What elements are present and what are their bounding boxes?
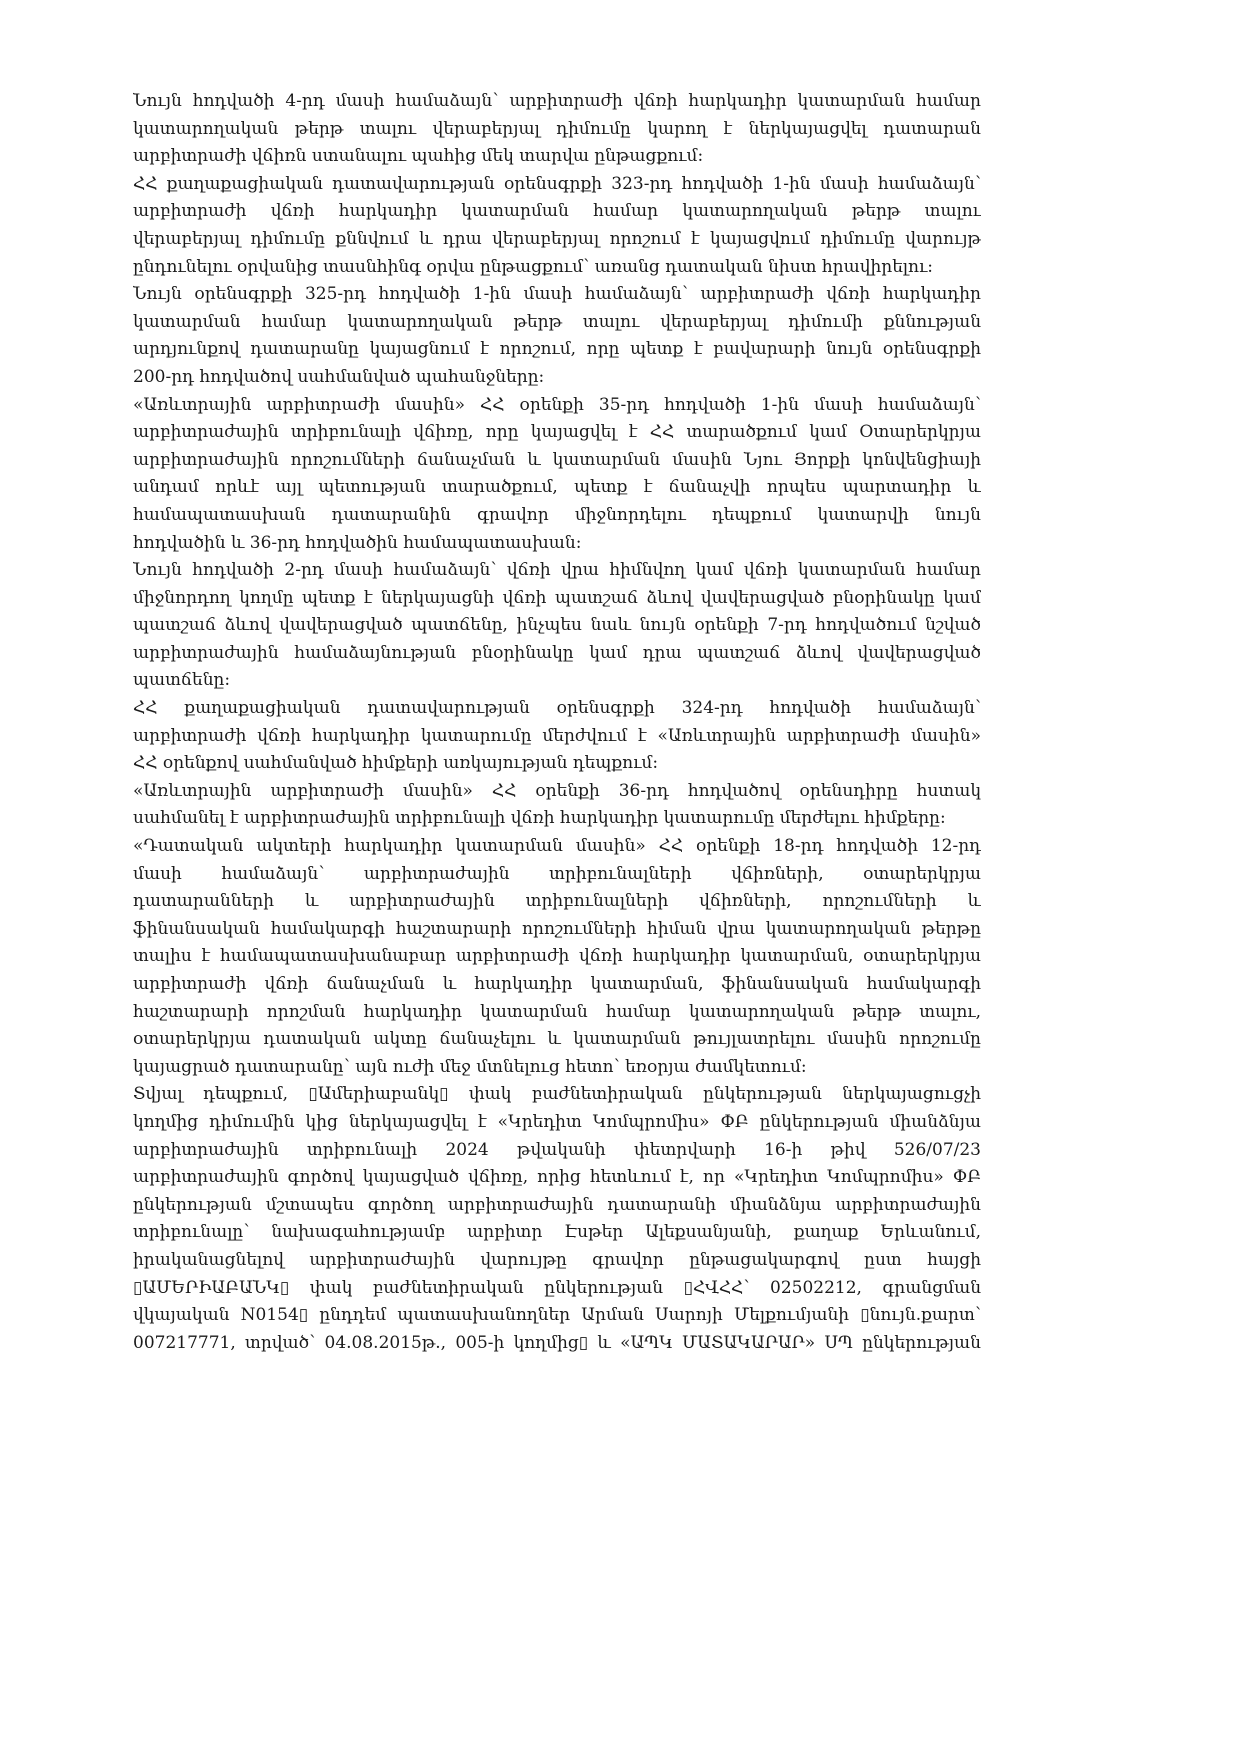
text-line: իրականացնելով արբիտրաժային վարույթը գրավոր ընթացակարգով ըստ հայցի <box>133 1249 981 1270</box>
text-line: արբիտրաժային որոշումների ճանաչման և կատարման մասին Նյու Յորքի կոնվենցիայի <box>133 449 981 470</box>
paragraph-3 <box>133 281 981 391</box>
text-line: «Առևտրային արբիտրաժի մասին» ՀՀ օրենքի 36-րդ հոդվածով օրենսդիրը հստակ <box>133 780 981 801</box>
text-line: կողմից դիմումին կից ներկայացվել է «Կրեդիտ Կոմպրոմիս» ՓԲ ընկերության միանձնյա <box>133 1111 981 1132</box>
text-line: Տվյալ դեպքում, ▯Ամերիաբանկ▯ փակ բաժնետիրական ընկերության ներկայացուցչի <box>133 1084 981 1105</box>
text-line: սահմանել է արբիտրաժային տրիբունալի վճռի հարկադիր կատարումը մերժելու հիմքերը: <box>133 808 946 829</box>
text-line: մասի համաձայն՝ արբիտրաժային տրիբունալների վճիռների, օտարերկրյա <box>133 863 981 884</box>
text-line: արբիտրաժի վճռի հարկադիր կատարումը մերժվում է «Առևտրային արբիտրաժի մասին» <box>133 725 981 746</box>
text-line: 007217771, տրված՝ 04.08.2015թ., 005-ի կողմից▯ և «ԱՊԿ ՄԱՏԱԿԱՐԱՐ» ՍՊ ընկերության <box>133 1332 981 1353</box>
text-line: հոդվածին և 36-րդ հոդվածին համապատասխան: <box>133 532 582 553</box>
text-line: արբիտրաժի վճռի ճանաչման և հարկադիր կատարման, ֆինանսական համակարգի <box>133 974 981 994</box>
text-line: կայացրած դատարանը՝ այն ուժի մեջ մտնելուց հետո՝ եռօրյա ժամկետում: <box>133 1056 807 1077</box>
paragraph-7 <box>133 778 981 833</box>
text-line: դատարանների և արբիտրաժային տրիբունալների վճիռների, որոշումների և <box>133 891 981 912</box>
text-line: Նույն հոդվածի 2-րդ մասի համաձայն՝ վճռի վրա հիմնվող կամ վճռի կատարման համար <box>133 560 981 581</box>
paragraph-9 <box>133 1081 981 1357</box>
text-line: Նույն օրենսգրքի 325-րդ հոդվածի 1-ին մասի համաձայն՝ արբիտրաժի վճռի հարկադիր <box>133 284 981 305</box>
text-line: ՀՀ քաղաքացիական դատավարության օրենսգրքի 323-րդ հոդվածի 1-ին մասի համաձայն՝ <box>133 173 981 194</box>
text-line: կատարման համար կատարողական թերթ տալու վերաբերյալ դիմումի քննության <box>133 311 981 332</box>
text-line: ▯ԱՄԵՐԻԱԲԱՆԿ▯ փակ բաժնետիրական ընկերության ▯ՀՎՀՀ՝ 02502212, գրանցման <box>133 1277 981 1298</box>
text-line: միջնորդող կողմը պետք է ներկայացնի վճռի պատշաճ ձևով վավերացված բնօրինակը կամ <box>133 587 981 608</box>
text-line: տրիբունալը՝ նախագահությամբ արբիտր Էսթեր Ալեքսանյանի, քաղաք Երևանում, <box>133 1222 981 1243</box>
paragraph-5 <box>133 557 981 695</box>
text-line: վկայական N0154▯ ընդդեմ պատասխանողներ Արման Սարոյի Մելքումյանի ▯նույն.քարտ՝ <box>133 1305 981 1326</box>
text-line: «Առևտրային արբիտրաժի մասին» ՀՀ օրենքի 35-րդ հոդվածի 1-ին մասի համաձայն՝ <box>133 394 981 415</box>
text-line: պատճենը: <box>133 670 231 691</box>
paragraph-1 <box>133 88 981 171</box>
text-line: արբիտրաժային գործով կայացված վճիռը, որից հետևում է, որ «Կրեդիտ Կոմպրոմիս» ՓԲ <box>133 1167 981 1188</box>
text-line: ընկերության մշտապես գործող արբիտրաժային դատարանի միանձնյա արբիտրաժային <box>133 1194 981 1215</box>
text-line: ընդունելու օրվանից տասնհինգ օրվա ընթացքում՝ առանց դատական նիստ հրավիրելու: <box>133 256 934 277</box>
text-line: արբիտրաժային տրիբունալի 2024 թվականի փետրվարի 16-ի թիվ 526/07/23 <box>133 1139 981 1160</box>
text-line: կատարողական թերթ տալու վերաբերյալ դիմումը կարող է ներկայացվել դատարան <box>133 118 981 139</box>
text-line: հաշտարարի որոշման հարկադիր կատարման համար կատարողական թերթ տալու, <box>133 1001 981 1022</box>
text-line: արբիտրաժի վճիռն ստանալու պահից մեկ տարվա ընթացքում: <box>133 146 704 167</box>
text-line: 200-րդ հոդվածով սահմանված պահանջները: <box>133 366 545 387</box>
text-line: Նույն հոդվածի 4-րդ մասի համաձայն՝ արբիտրաժի վճռի հարկադիր կատարման համար <box>133 91 981 111</box>
paragraph-4 <box>133 392 981 558</box>
text-line: օտարերկրյա դատական ակտը ճանաչելու և կատարման թույլատրելու մասին որոշումը <box>133 1029 981 1050</box>
text-line: «Դատական ակտերի հարկադիր կատարման մասին» ՀՀ օրենքի 18-րդ հոդվածի 12-րդ <box>133 836 981 857</box>
text-line: ՀՀ քաղաքացիական դատավարության օրենսգրքի 324-րդ հոդվածի համաձայն՝ <box>133 698 981 719</box>
document-page <box>133 88 981 1357</box>
text-line: վերաբերյալ դիմումը քննվում և դրա վերաբերյալ որոշում է կայացվում դիմումը վարույթ <box>133 228 981 249</box>
paragraph-8 <box>133 833 981 1081</box>
text-line: համապատասխան դատարանին գրավոր միջնորդելու դեպքում կատարվի նույն <box>133 504 981 525</box>
paragraph-2 <box>133 171 981 281</box>
text-line: արբիտրաժի վճռի հարկադիր կատարման համար կատարողական թերթ տալու <box>133 201 981 222</box>
text-line: տալիս է համապատասխանաբար արբիտրաժի վճռի հարկադիր կատարման, օտարերկրյա <box>133 946 981 967</box>
text-line: արդյունքով դատարանը կայացնում է որոշում, որը պետք է բավարարի նույն օրենսգրքի <box>133 339 981 360</box>
text-line: ֆինանսական համակարգի հաշտարարի որոշումների հիման վրա կատարողական թերթը <box>133 918 981 939</box>
text-line: պատշաճ ձևով վավերացված պատճենը, ինչպես նաև նույն օրենքի 7-րդ հոդվածում նշված <box>133 615 981 636</box>
text-line: արբիտրաժային տրիբունալի վճիռը, որը կայացվել է ՀՀ տարածքում կամ Օտարերկրյա <box>133 422 981 443</box>
paragraph-6 <box>133 695 981 778</box>
text-line: անդամ որևէ այլ պետության տարածքում, պետք է ճանաչվի որպես պարտադիր և <box>133 477 981 498</box>
text-line: արբիտրաժային համաձայնության բնօրինակը կամ դրա պատշաճ ձևով վավերացված <box>133 642 981 663</box>
text-line: ՀՀ օրենքով սահմանված հիմքերի առկայության դեպքում: <box>133 753 659 774</box>
